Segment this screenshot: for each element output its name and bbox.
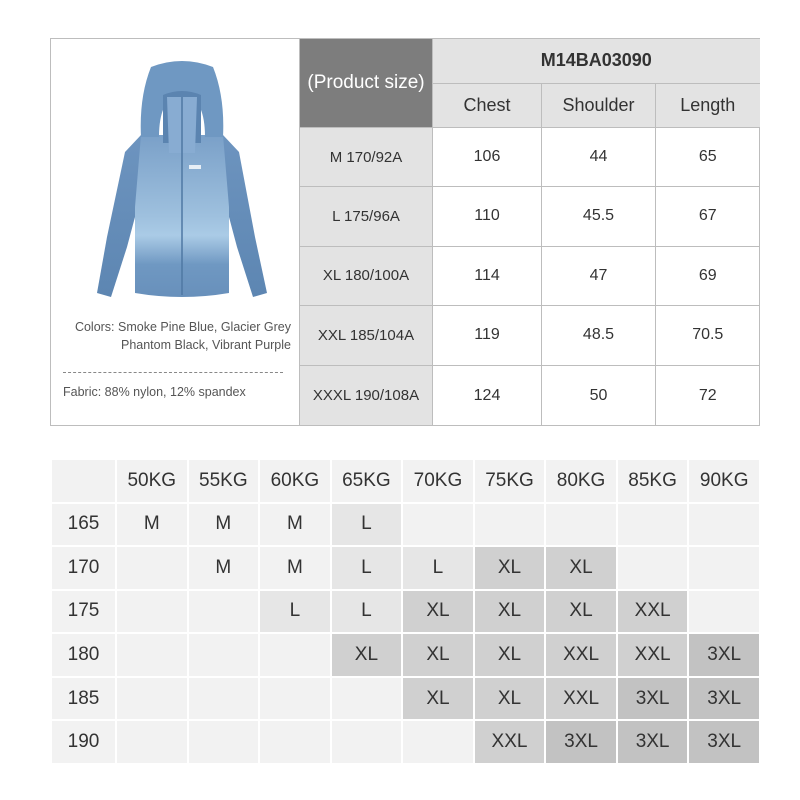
colors-text bbox=[57, 318, 291, 354]
table-row bbox=[300, 127, 760, 186]
column-header-length: Length bbox=[656, 83, 760, 127]
size-recommendation-grid bbox=[50, 458, 761, 765]
weight-header: 60KG bbox=[260, 460, 330, 502]
size-label: L 175/96A bbox=[300, 187, 433, 246]
shoulder-value: 48.5 bbox=[542, 305, 656, 365]
height-label: 165 bbox=[52, 504, 115, 546]
product-size-panel bbox=[50, 38, 760, 426]
height-row bbox=[52, 678, 759, 720]
weight-header: 90KG bbox=[689, 460, 759, 502]
size-cell: XL bbox=[403, 678, 473, 720]
size-cell bbox=[117, 678, 187, 720]
size-cell: XL bbox=[546, 591, 616, 633]
height-row bbox=[52, 547, 759, 589]
size-cell: L bbox=[332, 504, 402, 546]
size-cell: L bbox=[260, 591, 330, 633]
size-cell: M bbox=[260, 504, 330, 546]
weight-header: 50KG bbox=[117, 460, 187, 502]
size-cell bbox=[117, 547, 187, 589]
colors-line-2: Phantom Black, Vibrant Purple bbox=[120, 338, 291, 352]
height-row bbox=[52, 721, 759, 763]
shoulder-value: 45.5 bbox=[542, 187, 656, 246]
height-row bbox=[52, 591, 759, 633]
size-cell bbox=[117, 721, 187, 763]
weight-header: 80KG bbox=[546, 460, 616, 502]
size-cell: XXL bbox=[475, 721, 545, 763]
weight-header: 70KG bbox=[403, 460, 473, 502]
column-header-shoulder: Shoulder bbox=[542, 83, 656, 127]
length-value: 69 bbox=[656, 246, 760, 305]
size-label: XL 180/100A bbox=[300, 246, 433, 305]
height-row bbox=[52, 504, 759, 546]
jacket-image bbox=[87, 57, 277, 319]
size-cell: 3XL bbox=[618, 721, 688, 763]
size-cell bbox=[618, 547, 688, 589]
length-value: 67 bbox=[656, 187, 760, 246]
shoulder-value: 44 bbox=[542, 127, 656, 186]
size-cell: L bbox=[403, 547, 473, 589]
size-cell: XXL bbox=[546, 634, 616, 676]
size-cell: XL bbox=[546, 547, 616, 589]
weight-header: 75KG bbox=[475, 460, 545, 502]
product-size-header: (Product size) bbox=[300, 39, 433, 127]
size-label: XXL 185/104A bbox=[300, 305, 433, 365]
size-cell: XXL bbox=[618, 634, 688, 676]
weight-header-row bbox=[52, 460, 759, 502]
grid-corner bbox=[52, 460, 115, 502]
height-label: 170 bbox=[52, 547, 115, 589]
size-cell bbox=[189, 591, 259, 633]
size-cell: L bbox=[332, 547, 402, 589]
size-cell bbox=[689, 591, 759, 633]
size-cell bbox=[475, 504, 545, 546]
size-cell bbox=[189, 721, 259, 763]
size-cell: XL bbox=[475, 678, 545, 720]
height-label: 190 bbox=[52, 721, 115, 763]
size-cell: XL bbox=[475, 547, 545, 589]
size-cell: M bbox=[117, 504, 187, 546]
chest-value: 124 bbox=[433, 366, 542, 425]
chest-value: 119 bbox=[433, 305, 542, 365]
height-row bbox=[52, 634, 759, 676]
table-row bbox=[300, 366, 760, 425]
size-cell: XL bbox=[475, 634, 545, 676]
size-cell: XL bbox=[475, 591, 545, 633]
size-cell: XXL bbox=[546, 678, 616, 720]
size-cell: 3XL bbox=[689, 634, 759, 676]
size-cell bbox=[189, 678, 259, 720]
colors-line-1: Colors: Smoke Pine Blue, Glacier Grey bbox=[74, 320, 291, 334]
size-cell bbox=[689, 504, 759, 546]
column-header-chest: Chest bbox=[433, 83, 542, 127]
size-cell: 3XL bbox=[546, 721, 616, 763]
size-cell: 3XL bbox=[689, 721, 759, 763]
height-label: 180 bbox=[52, 634, 115, 676]
table-row bbox=[300, 305, 760, 365]
size-cell: M bbox=[189, 547, 259, 589]
size-cell bbox=[403, 504, 473, 546]
size-cell bbox=[260, 721, 330, 763]
size-cell: 3XL bbox=[618, 678, 688, 720]
product-info bbox=[51, 39, 300, 425]
table-row bbox=[300, 187, 760, 246]
size-cell bbox=[332, 678, 402, 720]
size-cell bbox=[260, 634, 330, 676]
height-label: 185 bbox=[52, 678, 115, 720]
chest-value: 106 bbox=[433, 127, 542, 186]
chest-value: 110 bbox=[433, 187, 542, 246]
shoulder-value: 47 bbox=[542, 246, 656, 305]
fabric-text: Fabric: 88% nylon, 12% spandex bbox=[63, 385, 246, 399]
length-value: 72 bbox=[656, 366, 760, 425]
product-size-table bbox=[299, 39, 760, 425]
model-number: M14BA03090 bbox=[433, 39, 760, 83]
size-cell bbox=[189, 634, 259, 676]
weight-header: 85KG bbox=[618, 460, 688, 502]
size-label: XXXL 190/108A bbox=[300, 366, 433, 425]
chest-value: 114 bbox=[433, 246, 542, 305]
length-value: 70.5 bbox=[656, 305, 760, 365]
size-cell bbox=[403, 721, 473, 763]
size-cell bbox=[618, 504, 688, 546]
size-cell: M bbox=[260, 547, 330, 589]
weight-header: 65KG bbox=[332, 460, 402, 502]
size-label: M 170/92A bbox=[300, 127, 433, 186]
size-cell bbox=[332, 721, 402, 763]
shoulder-value: 50 bbox=[542, 366, 656, 425]
table-row bbox=[300, 246, 760, 305]
dashed-divider bbox=[63, 372, 283, 373]
size-cell: L bbox=[332, 591, 402, 633]
size-cell bbox=[546, 504, 616, 546]
size-cell bbox=[117, 634, 187, 676]
size-cell bbox=[117, 591, 187, 633]
size-cell bbox=[260, 678, 330, 720]
height-label: 175 bbox=[52, 591, 115, 633]
size-cell: XXL bbox=[618, 591, 688, 633]
weight-header: 55KG bbox=[189, 460, 259, 502]
size-cell: XL bbox=[403, 634, 473, 676]
size-cell: XL bbox=[403, 591, 473, 633]
size-cell: M bbox=[189, 504, 259, 546]
size-cell: XL bbox=[332, 634, 402, 676]
size-cell bbox=[689, 547, 759, 589]
size-cell: 3XL bbox=[689, 678, 759, 720]
length-value: 65 bbox=[656, 127, 760, 186]
